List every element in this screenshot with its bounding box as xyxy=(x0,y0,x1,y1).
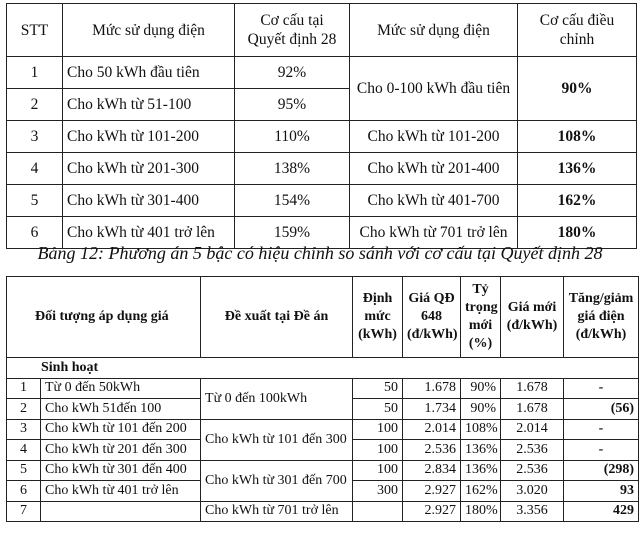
target-cell xyxy=(41,501,201,522)
stt-cell: 1 xyxy=(7,378,41,399)
old-ratio-cell: 154% xyxy=(235,185,350,217)
new-price-cell: 2.014 xyxy=(501,419,564,440)
change-cell: - xyxy=(564,440,639,461)
table-row xyxy=(7,501,639,522)
old-ratio-cell: 138% xyxy=(235,153,350,185)
old-price-cell: 2.927 xyxy=(403,501,461,522)
norm-cell: 50 xyxy=(353,399,403,420)
old-price-cell: 1.734 xyxy=(403,399,461,420)
comparison-table xyxy=(6,3,637,249)
header-ratio: Tỷ trọng mới (%) xyxy=(461,277,501,358)
table-row xyxy=(7,378,639,399)
new-price-cell: 3.020 xyxy=(501,481,564,502)
new-price-cell: 1.678 xyxy=(501,399,564,420)
new-price-cell: 3.356 xyxy=(501,501,564,522)
norm-cell: 100 xyxy=(353,419,403,440)
stt-cell: 6 xyxy=(7,217,63,249)
old-ratio-cell: 110% xyxy=(235,121,350,153)
header-new-ratio: Cơ cấu điều chỉnh xyxy=(518,4,637,57)
new-ratio-cell: 180% xyxy=(518,217,637,249)
ratio-cell: 90% xyxy=(461,399,501,420)
ratio-cell: 136% xyxy=(461,440,501,461)
stt-cell: 2 xyxy=(7,89,63,121)
old-price-cell: 2.536 xyxy=(403,440,461,461)
change-cell: - xyxy=(564,419,639,440)
header-stt: STT xyxy=(7,4,63,57)
stt-cell: 6 xyxy=(7,481,41,502)
table-header-row xyxy=(7,4,637,57)
old-level-cell: Cho 50 kWh đầu tiên xyxy=(63,57,235,89)
stt-cell: 4 xyxy=(7,153,63,185)
header-proposal: Đề xuất tại Đề án xyxy=(201,277,353,358)
stt-cell: 1 xyxy=(7,57,63,89)
new-price-cell: 1.678 xyxy=(501,378,564,399)
price-plan-table xyxy=(6,276,639,522)
stt-cell: 2 xyxy=(7,399,41,420)
norm-cell xyxy=(353,501,403,522)
ratio-cell: 136% xyxy=(461,460,501,481)
norm-cell: 100 xyxy=(353,460,403,481)
header-change: Tăng/giảm giá điện (đ/kWh) xyxy=(564,277,639,358)
norm-cell: 100 xyxy=(353,440,403,461)
old-level-cell: Cho kWh từ 51-100 xyxy=(63,89,235,121)
old-level-cell: Cho kWh từ 401 trở lên xyxy=(63,217,235,249)
merged-new-ratio-cell: 90% xyxy=(518,57,637,121)
new-level-cell: Cho kWh từ 701 trở lên xyxy=(350,217,518,249)
norm-cell: 50 xyxy=(353,378,403,399)
header-new-level: Mức sử dụng điện xyxy=(350,4,518,57)
ratio-cell: 180% xyxy=(461,501,501,522)
table-row xyxy=(7,460,639,481)
new-ratio-cell: 136% xyxy=(518,153,637,185)
old-level-cell: Cho kWh từ 301-400 xyxy=(63,185,235,217)
header-old-price: Giá QĐ 648 (đ/kWh) xyxy=(403,277,461,358)
target-cell: Cho kWh 51đến 100 xyxy=(41,399,201,420)
new-level-cell: Cho kWh từ 401-700 xyxy=(350,185,518,217)
stt-cell: 4 xyxy=(7,440,41,461)
table-caption: Bảng 12: Phương án 5 bậc có hiệu chỉnh so sánh với cơ cấu tại Quyết định 28 xyxy=(37,243,603,263)
old-ratio-cell: 159% xyxy=(235,217,350,249)
old-price-cell: 1.678 xyxy=(403,378,461,399)
proposal-group-cell: Cho kWh từ 301 đến 700 xyxy=(201,460,353,501)
new-price-cell: 2.536 xyxy=(501,460,564,481)
old-price-cell: 2.834 xyxy=(403,460,461,481)
new-level-cell: Cho kWh từ 101-200 xyxy=(350,121,518,153)
target-cell: Cho kWh từ 101 đến 200 xyxy=(41,419,201,440)
target-cell: Từ 0 đến 50kWh xyxy=(41,378,201,399)
old-level-cell: Cho kWh từ 101-200 xyxy=(63,121,235,153)
header-norm: Định mức (kWh) xyxy=(353,277,403,358)
table-row xyxy=(7,121,637,153)
change-cell: 429 xyxy=(564,501,639,522)
target-cell: Cho kWh từ 401 trở lên xyxy=(41,481,201,502)
old-level-cell: Cho kWh từ 201-300 xyxy=(63,153,235,185)
ratio-cell: 90% xyxy=(461,378,501,399)
new-ratio-cell: 108% xyxy=(518,121,637,153)
change-cell: (56) xyxy=(564,399,639,420)
change-cell: 93 xyxy=(564,481,639,502)
old-price-cell: 2.014 xyxy=(403,419,461,440)
proposal-group-cell: Cho kWh từ 101 đến 300 xyxy=(201,419,353,460)
stt-cell: 3 xyxy=(7,419,41,440)
header-old-ratio: Cơ cấu tại Quyết định 28 xyxy=(235,4,350,57)
change-cell: (298) xyxy=(564,460,639,481)
target-cell: Cho kWh từ 301 đến 400 xyxy=(41,460,201,481)
section-row xyxy=(7,358,639,379)
proposal-group-cell: Từ 0 đến 100kWh xyxy=(201,378,353,419)
new-level-cell: Cho kWh từ 201-400 xyxy=(350,153,518,185)
table-header-row xyxy=(7,277,639,358)
new-price-cell: 2.536 xyxy=(501,440,564,461)
stt-cell: 7 xyxy=(7,501,41,522)
table-row xyxy=(7,419,639,440)
header-old-level: Mức sử dụng điện xyxy=(63,4,235,57)
table-row xyxy=(7,153,637,185)
stt-cell: 5 xyxy=(7,185,63,217)
old-ratio-cell: 92% xyxy=(235,57,350,89)
table-row xyxy=(7,57,637,89)
table-row xyxy=(7,185,637,217)
ratio-cell: 108% xyxy=(461,419,501,440)
old-price-cell: 2.927 xyxy=(403,481,461,502)
header-new-price: Giá mới (đ/kWh) xyxy=(501,277,564,358)
change-cell: - xyxy=(564,378,639,399)
proposal-group-cell: Cho kWh từ 701 trở lên xyxy=(201,501,353,522)
section-label: Sinh hoạt xyxy=(7,358,639,379)
header-target: Đối tượng áp dụng giá xyxy=(7,277,201,358)
stt-cell: 5 xyxy=(7,460,41,481)
norm-cell: 300 xyxy=(353,481,403,502)
target-cell: Cho kWh từ 201 đến 300 xyxy=(41,440,201,461)
new-ratio-cell: 162% xyxy=(518,185,637,217)
stt-cell: 3 xyxy=(7,121,63,153)
merged-new-level-cell: Cho 0-100 kWh đầu tiên xyxy=(350,57,518,121)
ratio-cell: 162% xyxy=(461,481,501,502)
old-ratio-cell: 95% xyxy=(235,89,350,121)
